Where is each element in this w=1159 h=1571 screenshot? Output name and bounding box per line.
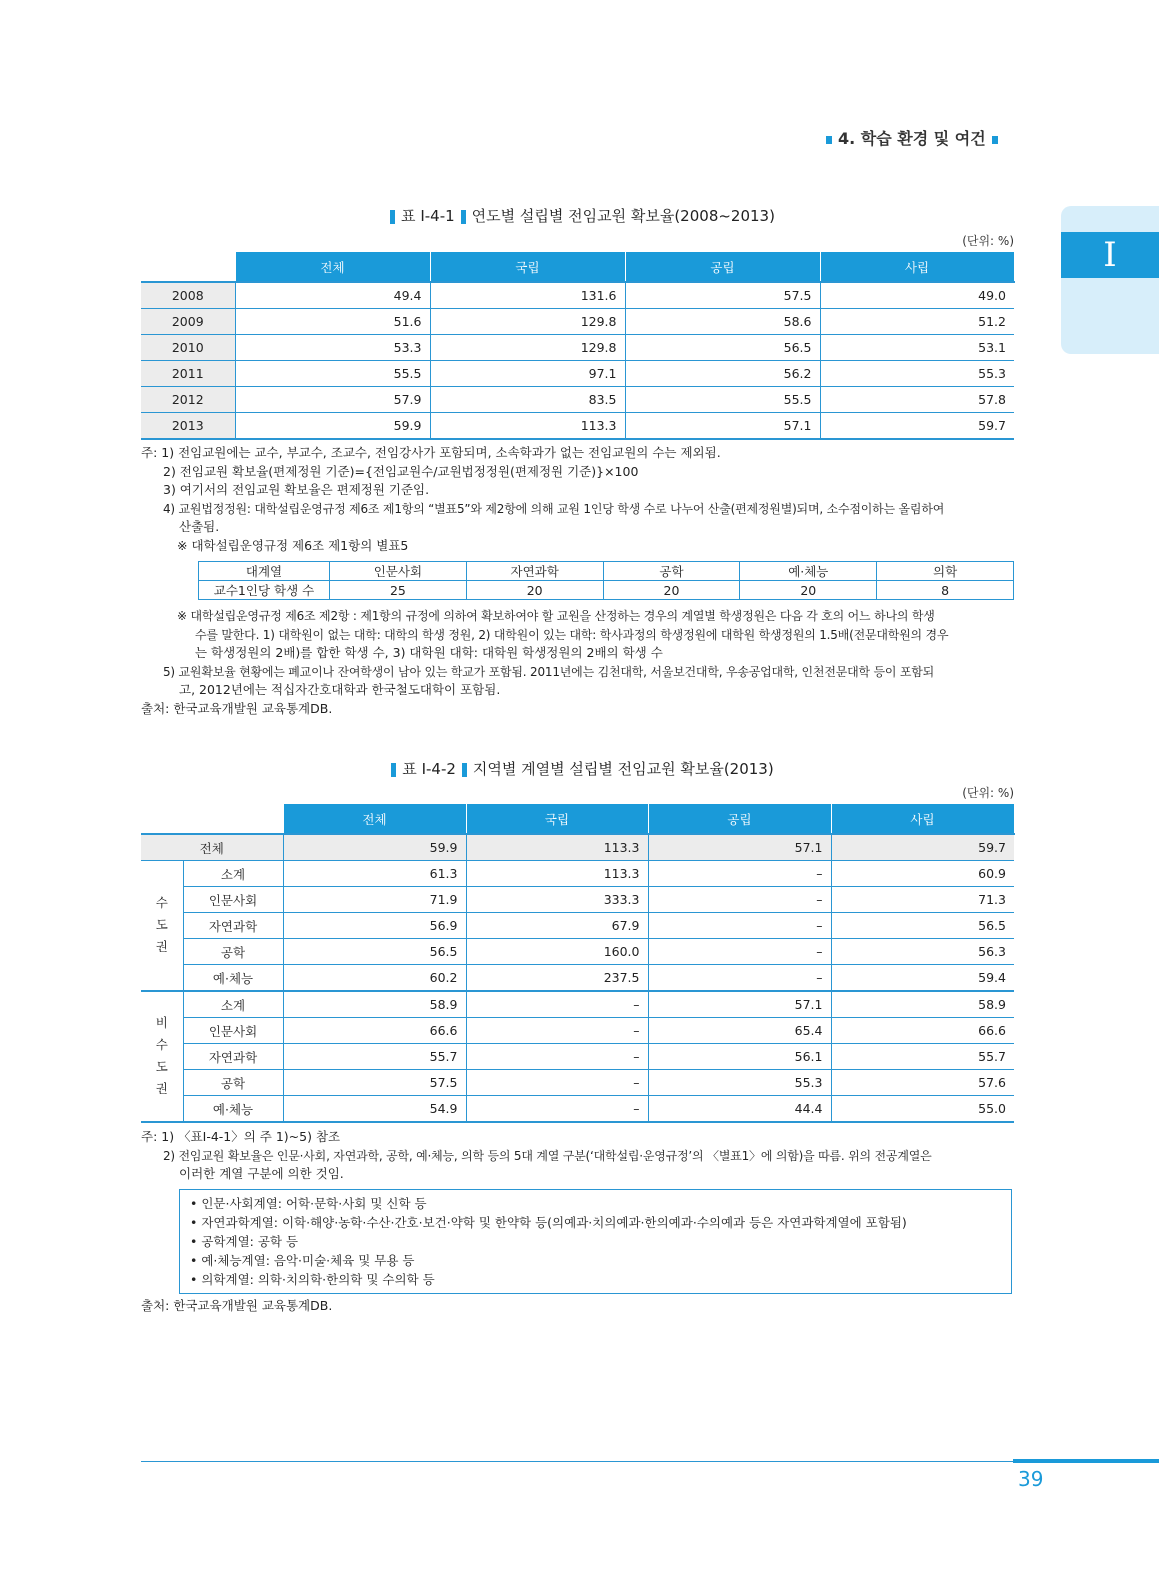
note-line: 3) 여기서의 전임교원 확보율은 편제정원 기준임. (163, 482, 430, 497)
table-row (141, 991, 1014, 1018)
table-row (141, 965, 1014, 992)
note-line: 고, 2012년에는 적십자간호대학과 한국철도대학이 포함됨. (179, 682, 501, 697)
table1-notes (141, 444, 1016, 555)
value-cell: 333.3 (466, 887, 648, 913)
value-cell: 54.9 (283, 1096, 466, 1123)
row-label: 공학 (183, 939, 283, 965)
value-cell: 55.5 (235, 361, 430, 387)
value-cell: 160.0 (466, 939, 648, 965)
mini-cell: 20 (740, 581, 877, 600)
box-line: • 의학계열: 의학·치의학·한의학 및 수의학 등 (190, 1272, 435, 1287)
source-line: 출처: 한국교육개발원 교육통계DB. (141, 1298, 333, 1313)
year-cell: 2011 (141, 361, 235, 387)
value-cell: 65.4 (648, 1018, 831, 1044)
table1-notes-cont (141, 607, 1016, 718)
title-marker-icon (461, 210, 466, 224)
note-reference: ※ 대학설립운영규정 제6조 제1항의 별표5 (177, 537, 409, 553)
col-header: 전체 (235, 252, 430, 283)
row-label: 자연과학 (183, 913, 283, 939)
table2-title-prefix: 표 (402, 760, 417, 778)
value-cell: 61.3 (283, 861, 466, 887)
title-marker-icon (462, 763, 467, 777)
mini-cell: 의학 (877, 562, 1014, 581)
note-line: 2) 전임교원 확보율(편제정원 기준)={전임교원수/교원법정정원(편제정원 기준)}×100 (163, 463, 639, 479)
mini-cell: 공학 (603, 562, 740, 581)
value-cell: 57.1 (648, 834, 831, 861)
footer-rule (141, 1461, 1159, 1462)
table2-notes (141, 1128, 1016, 1184)
footer-accent-bar (1013, 1459, 1159, 1463)
table1-header-row (141, 252, 1014, 283)
table1-title (0, 205, 1159, 226)
region-label-text: 비수도권 (155, 1014, 168, 1096)
value-cell: 71.3 (831, 887, 1014, 913)
value-cell: 59.9 (283, 834, 466, 861)
region-label (141, 861, 183, 992)
value-cell: 55.5 (625, 387, 820, 413)
row-label: 인문사회 (183, 1018, 283, 1044)
col-header: 사립 (831, 804, 1014, 835)
value-cell: 56.2 (625, 361, 820, 387)
value-cell: 131.6 (430, 282, 625, 309)
table2-unit: (단위: %) (962, 786, 1014, 800)
row-label: 자연과학 (183, 1044, 283, 1070)
col-header: 사립 (820, 252, 1014, 283)
category-definition-box (179, 1189, 1012, 1294)
value-cell: 58.9 (831, 991, 1014, 1018)
row-label: 인문사회 (183, 887, 283, 913)
value-cell: 57.8 (820, 387, 1014, 413)
mini-cell: 인문사회 (330, 562, 467, 581)
value-cell: 113.3 (466, 834, 648, 861)
value-cell: 53.1 (820, 335, 1014, 361)
table1 (141, 251, 1015, 440)
table2-title (0, 758, 1159, 779)
box-line: • 공학계열: 공학 등 (190, 1234, 299, 1249)
table-row (141, 413, 1014, 440)
table-row (141, 387, 1014, 413)
value-cell: 59.7 (831, 834, 1014, 861)
value-cell: 57.6 (831, 1070, 1014, 1096)
value-cell: 56.1 (648, 1044, 831, 1070)
mini-cell: 자연과학 (466, 562, 603, 581)
value-cell: 56.5 (625, 335, 820, 361)
value-cell: 56.5 (831, 913, 1014, 939)
table-row (141, 1070, 1014, 1096)
mini-cell: 교수1인당 학생 수 (199, 581, 330, 600)
value-cell: 44.4 (648, 1096, 831, 1123)
value-cell: – (466, 1070, 648, 1096)
value-cell: 129.8 (430, 335, 625, 361)
year-cell: 2013 (141, 413, 235, 440)
chapter-tab-label: I (1061, 232, 1159, 278)
table-row (141, 309, 1014, 335)
table2-corner (141, 804, 283, 835)
value-cell: 49.4 (235, 282, 430, 309)
table2-title-text: 지역별 계열별 설립별 전임교원 확보율(2013) (472, 760, 774, 778)
table1-unit: (단위: %) (962, 234, 1014, 248)
table-row (141, 834, 1014, 861)
table-row (141, 1018, 1014, 1044)
note-line: 이러한 계열 구분에 의한 것임. (179, 1166, 344, 1181)
total-label: 전체 (141, 834, 283, 861)
value-cell: 129.8 (430, 309, 625, 335)
value-cell: – (648, 965, 831, 992)
student-ratio-table (198, 561, 1014, 600)
table2-header-row (141, 804, 1014, 835)
value-cell: 83.5 (430, 387, 625, 413)
table2-title-number: Ⅰ-4-2 (421, 760, 456, 778)
source-line: 출처: 한국교육개발원 교육통계DB. (141, 700, 333, 716)
table-row (141, 887, 1014, 913)
col-header: 공립 (625, 252, 820, 283)
value-cell: 57.1 (648, 991, 831, 1018)
page-number: 39 (1018, 1467, 1044, 1491)
section-header (820, 126, 1004, 149)
table-row (141, 1044, 1014, 1070)
col-header: 공립 (648, 804, 831, 835)
mini-cell: 20 (466, 581, 603, 600)
table-row (141, 282, 1014, 309)
mini-cell: 8 (877, 581, 1014, 600)
mini-cell: 예·체능 (740, 562, 877, 581)
value-cell: 57.5 (625, 282, 820, 309)
value-cell: 97.1 (430, 361, 625, 387)
value-cell: – (466, 1096, 648, 1123)
year-cell: 2008 (141, 282, 235, 309)
title-marker-icon (391, 763, 396, 777)
value-cell: 59.9 (235, 413, 430, 440)
note-reference: 는 학생정원의 2배)를 합한 학생 수, 3) 대학원 대학: 대학원 학생정원의 2배의 학생 수 (195, 645, 663, 660)
table-row (141, 361, 1014, 387)
value-cell: 55.7 (283, 1044, 466, 1070)
table-row (141, 939, 1014, 965)
value-cell: 58.9 (283, 991, 466, 1018)
col-header: 국립 (430, 252, 625, 283)
year-cell: 2009 (141, 309, 235, 335)
value-cell: 71.9 (283, 887, 466, 913)
value-cell: 55.0 (831, 1096, 1014, 1123)
value-cell: – (466, 1044, 648, 1070)
value-cell: 237.5 (466, 965, 648, 992)
note-line: 4) 교원법정정원: 대학설립운영규정 제6조 제1항의 “별표5”와 제2항에 의해 교원 1인당 학생 수로 나누어 산출(편제정원별)되며, 소수점이하는 올림하여 (163, 501, 945, 516)
year-cell: 2012 (141, 387, 235, 413)
value-cell: 56.5 (283, 939, 466, 965)
mini-cell: 20 (603, 581, 740, 600)
col-header: 전체 (283, 804, 466, 835)
mini-cell: 대계열 (199, 562, 330, 581)
value-cell: 55.3 (820, 361, 1014, 387)
value-cell: 49.0 (820, 282, 1014, 309)
value-cell: 57.1 (625, 413, 820, 440)
value-cell: 59.7 (820, 413, 1014, 440)
chapter-tab (1061, 206, 1159, 354)
value-cell: 51.2 (820, 309, 1014, 335)
note-line: 5) 교원확보율 현황에는 폐교이나 잔여학생이 남아 있는 학교가 포함됨. 2011년에는 김천대학, 서울보건대학, 우송공업대학, 인천전문대학 등이 포함되 (163, 664, 935, 679)
table-row (141, 913, 1014, 939)
value-cell: – (648, 939, 831, 965)
title-marker-icon (390, 210, 395, 224)
value-cell: 59.4 (831, 965, 1014, 992)
table-row (141, 335, 1014, 361)
row-label: 소계 (183, 991, 283, 1018)
mini-value-row (199, 581, 1014, 600)
note-line: 주: 1) 전임교원에는 교수, 부교수, 조교수, 전임강사가 포함되며, 소속학과가 없는 전임교원의 수는 제외됨. (141, 445, 721, 460)
year-cell: 2010 (141, 335, 235, 361)
value-cell: 57.9 (235, 387, 430, 413)
bullet-square-icon (992, 136, 998, 144)
value-cell: – (648, 887, 831, 913)
value-cell: 51.6 (235, 309, 430, 335)
value-cell: 60.2 (283, 965, 466, 992)
value-cell: 67.9 (466, 913, 648, 939)
row-label: 소계 (183, 861, 283, 887)
row-label: 공학 (183, 1070, 283, 1096)
value-cell: 66.6 (831, 1018, 1014, 1044)
table-row (141, 861, 1014, 887)
box-line: • 자연과학계열: 이학·해양·농학·수산·간호·보건·약학 및 한약학 등(의예과·치의예과·한의예과·수의예과 등은 자연과학계열에 포함됨) (190, 1215, 907, 1230)
box-line: • 예·체능계열: 음악·미술·체육 및 무용 등 (190, 1253, 415, 1268)
value-cell: – (466, 1018, 648, 1044)
table1-title-text: 연도별 설립별 전임교원 확보율(2008~2013) (471, 207, 775, 225)
value-cell: 56.3 (831, 939, 1014, 965)
table-row (141, 1096, 1014, 1123)
value-cell: 53.3 (235, 335, 430, 361)
table1-title-prefix: 표 (401, 207, 416, 225)
note-line: 산출됨. (179, 519, 220, 534)
value-cell: – (648, 913, 831, 939)
table1-corner (141, 252, 235, 283)
box-line: • 인문·사회계열: 어학·문학·사회 및 신학 등 (190, 1196, 427, 1211)
value-cell: 57.5 (283, 1070, 466, 1096)
value-cell: – (466, 991, 648, 1018)
mini-header-row (199, 562, 1014, 581)
note-line: 주: 1) 〈표Ⅰ-4-1〉의 주 1)~5) 참조 (141, 1129, 341, 1144)
value-cell: – (648, 861, 831, 887)
col-header: 국립 (466, 804, 648, 835)
section-title: 4. 학습 환경 및 여건 (838, 129, 986, 148)
region-label (141, 991, 183, 1122)
row-label: 예·체능 (183, 1096, 283, 1123)
value-cell: 113.3 (466, 861, 648, 887)
mini-cell: 25 (330, 581, 467, 600)
value-cell: 58.6 (625, 309, 820, 335)
region-label-text: 수도권 (155, 894, 168, 954)
value-cell: 55.7 (831, 1044, 1014, 1070)
note-line: 2) 전임교원 확보율은 인문·사회, 자연과학, 공학, 예·체능, 의학 등의 5대 계열 구분(‘대학설립·운영규정’의 〈별표1〉에 의함)을 따름. 위의 전공계열은 (163, 1148, 932, 1163)
value-cell: 113.3 (430, 413, 625, 440)
table2 (141, 803, 1015, 1123)
value-cell: 56.9 (283, 913, 466, 939)
value-cell: 66.6 (283, 1018, 466, 1044)
value-cell: 60.9 (831, 861, 1014, 887)
note-reference: 수를 말한다. 1) 대학원이 없는 대학: 대학의 학생 정원, 2) 대학원이 있는 대학: 학사과정의 학생정원에 대학원 학생정원의 1.5배(전문대학원의 경우 (195, 627, 949, 642)
row-label: 예·체능 (183, 965, 283, 992)
note-reference: ※ 대학설립운영규정 제6조 제2항 : 제1항의 규정에 의하여 확보하여야 할 교원을 산정하는 경우의 계열별 학생정원은 다음 각 호의 어느 하나의 학생 (177, 609, 935, 623)
value-cell: 55.3 (648, 1070, 831, 1096)
table1-title-number: Ⅰ-4-1 (420, 207, 455, 225)
bullet-square-icon (826, 136, 832, 144)
